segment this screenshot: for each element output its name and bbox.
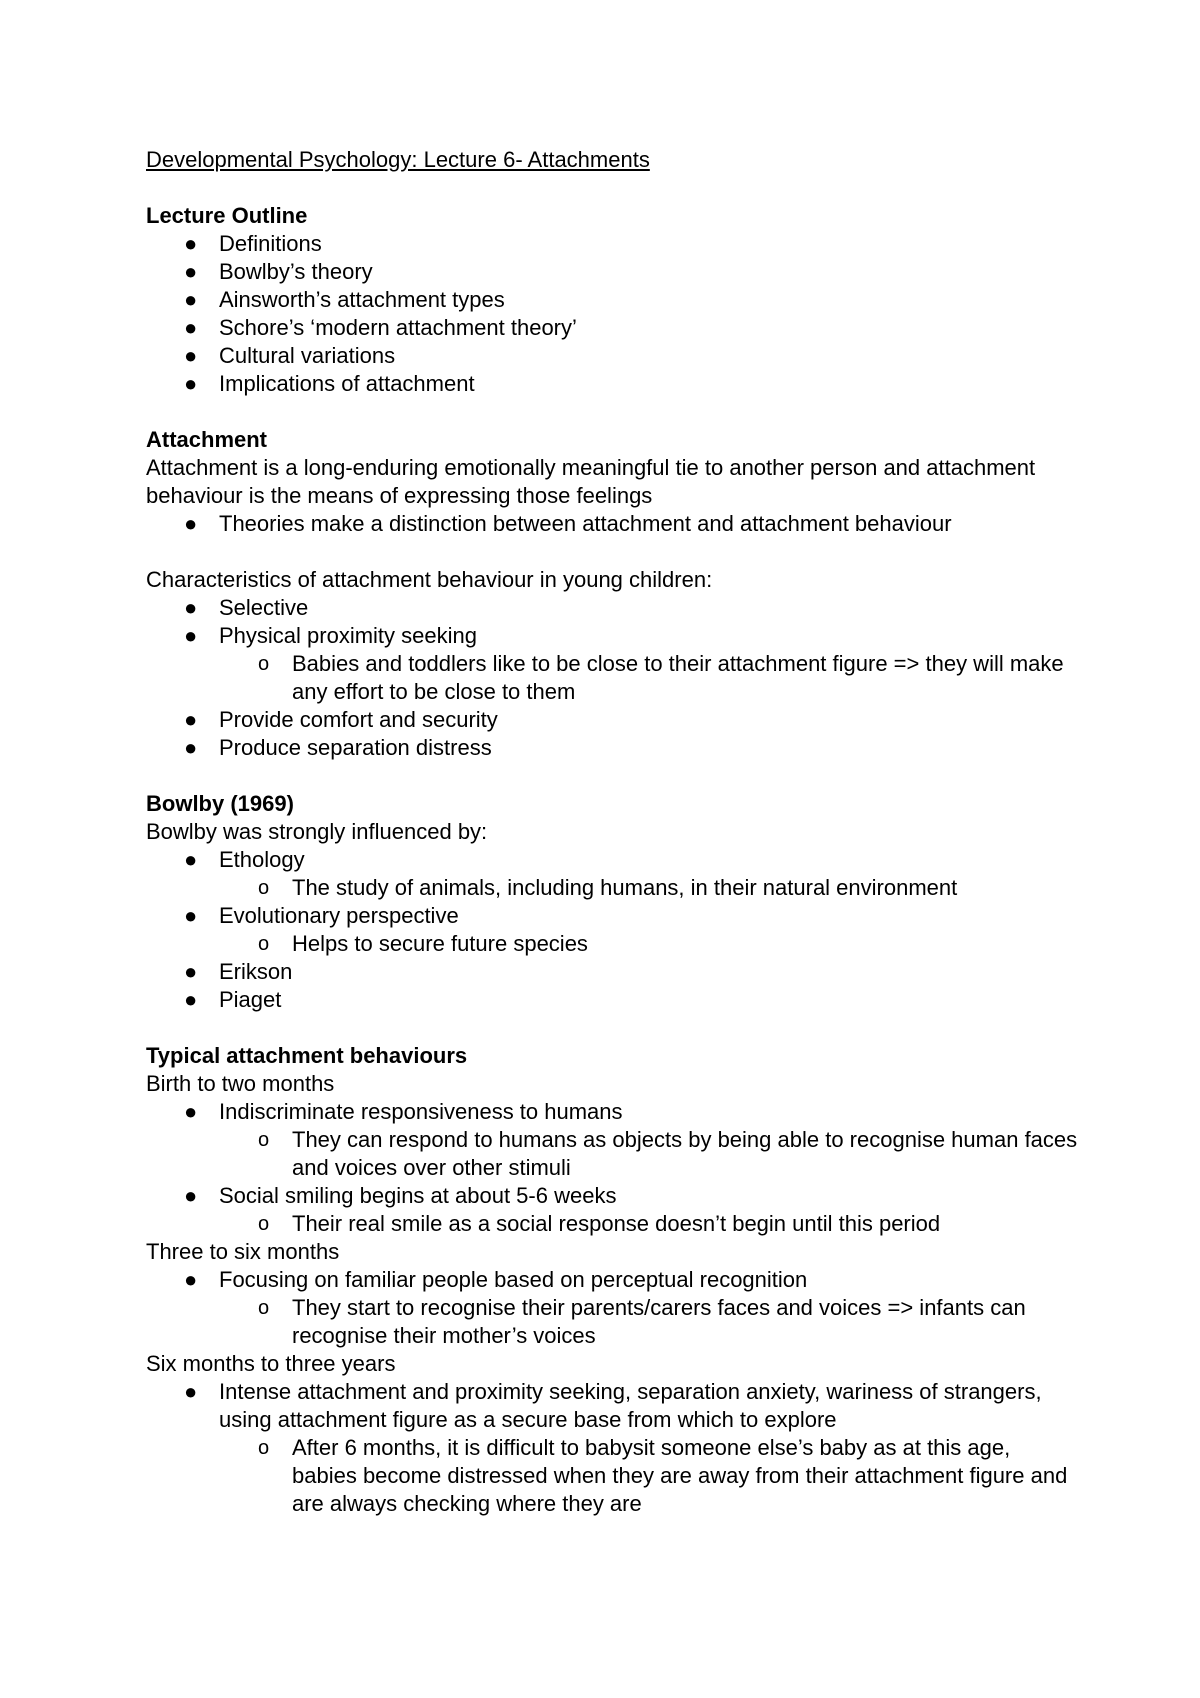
list-item: [146, 706, 1080, 734]
bowlby-section: [146, 790, 1080, 1014]
sub-list-item-text: They start to recognise their parents/carers faces and voices => infants can recognise their mother’s voices: [292, 1295, 1026, 1348]
bowlby-heading: Bowlby (1969): [146, 791, 294, 816]
bullet-icon: ●: [184, 959, 198, 984]
list-item-text: Provide comfort and security: [219, 707, 498, 732]
bullet-icon: ●: [184, 735, 198, 760]
sub-list-item: [219, 1210, 1080, 1238]
sub-list: [219, 930, 1080, 958]
bullet-icon: ●: [184, 623, 198, 648]
bullet-icon: ●: [184, 231, 198, 256]
sub-list-item: [219, 650, 1080, 706]
list-item: [146, 510, 1080, 538]
list-item-text: Ainsworth’s attachment types: [219, 287, 505, 312]
list-item: [146, 846, 1080, 902]
outline-list: [146, 230, 1080, 398]
period-list: [146, 1098, 1080, 1238]
characteristics-intro: Characteristics of attachment behaviour in young children:: [146, 567, 713, 592]
attachment-heading: Attachment: [146, 427, 268, 452]
attachment-section: [146, 426, 1080, 538]
list-item: [146, 286, 1080, 314]
bullet-icon: ●: [184, 707, 198, 732]
list-item-text: Bowlby’s theory: [219, 259, 373, 284]
list-item: [146, 1266, 1080, 1350]
sub-bullet-icon: o: [258, 877, 270, 899]
attachment-definition: Attachment is a long-enduring emotionally meaningful tie to another person and attachment behaviour is the means of expressing those feelings: [146, 455, 1036, 508]
sub-bullet-icon: o: [258, 933, 270, 955]
list-item-text: Schore’s ‘modern attachment theory’: [219, 315, 577, 340]
bullet-icon: ●: [184, 1267, 198, 1292]
list-item-text: Intense attachment and proximity seeking, separation anxiety, wariness of strangers, using attachment figure as a secure base from which to explore: [219, 1379, 1042, 1432]
list-item-text: Piaget: [219, 987, 282, 1012]
bowlby-list: [146, 846, 1080, 1014]
sub-list-item: [219, 1126, 1080, 1182]
bullet-icon: ●: [184, 987, 198, 1012]
list-item: [146, 230, 1080, 258]
sub-list-item-text: They can respond to humans as objects by being able to recognise human faces and voices over other stimuli: [292, 1127, 1078, 1180]
list-item-text: Produce separation distress: [219, 735, 492, 760]
list-item-text: Cultural variations: [219, 343, 396, 368]
bullet-icon: ●: [184, 1099, 198, 1124]
list-item: [146, 342, 1080, 370]
list-item-text: Implications of attachment: [219, 371, 475, 396]
list-item: [146, 314, 1080, 342]
bullet-icon: ●: [184, 259, 198, 284]
list-item: [146, 594, 1080, 622]
list-item: [146, 902, 1080, 958]
period-label: Six months to three years: [146, 1351, 396, 1376]
list-item-text: Evolutionary perspective: [219, 903, 459, 928]
sub-list-item: [219, 1434, 1080, 1518]
list-item: [146, 622, 1080, 706]
document-title: Developmental Psychology: Lecture 6- Attachments: [146, 147, 650, 172]
sub-list-item: [219, 1294, 1080, 1350]
typical-heading: Typical attachment behaviours: [146, 1043, 468, 1068]
list-item-text: Indiscriminate responsiveness to humans: [219, 1099, 623, 1124]
sub-list: [219, 1434, 1080, 1518]
outline-heading: Lecture Outline: [146, 203, 308, 228]
sub-bullet-icon: o: [258, 1213, 270, 1235]
sub-list-item-text: Helps to secure future species: [292, 931, 588, 956]
sub-list: [219, 874, 1080, 902]
list-item: [146, 258, 1080, 286]
attachment-list: [146, 510, 1080, 538]
list-item-text: Social smiling begins at about 5-6 weeks: [219, 1183, 617, 1208]
sub-list-item: [219, 874, 1080, 902]
sub-bullet-icon: o: [258, 1129, 270, 1151]
list-item: [146, 370, 1080, 398]
sub-bullet-icon: o: [258, 1437, 270, 1459]
sub-list-item-text: Babies and toddlers like to be close to their attachment figure => they will make any effort to be close to them: [292, 651, 1064, 704]
list-item-text: Ethology: [219, 847, 305, 872]
bullet-icon: ●: [184, 287, 198, 312]
list-item: [146, 1378, 1080, 1518]
typical-section: [146, 1042, 1080, 1518]
sub-list-item-text: After 6 months, it is difficult to babysit someone else’s baby as at this age, babies become distressed when they are away from their attachment figure and are always checking where they are: [292, 1435, 1068, 1516]
list-item-text: Erikson: [219, 959, 293, 984]
bullet-icon: ●: [184, 1379, 198, 1404]
bullet-icon: ●: [184, 315, 198, 340]
sub-list-item: [219, 930, 1080, 958]
list-item: [146, 734, 1080, 762]
list-item: [146, 986, 1080, 1014]
characteristics-section: [146, 566, 1080, 762]
sub-list: [219, 1210, 1080, 1238]
period-label: Three to six months: [146, 1239, 340, 1264]
list-item-text: Selective: [219, 595, 309, 620]
list-item-text: Physical proximity seeking: [219, 623, 477, 648]
list-item: [146, 1182, 1080, 1238]
bullet-icon: ●: [184, 903, 198, 928]
list-item-text: Focusing on familiar people based on perceptual recognition: [219, 1267, 808, 1292]
sub-list: [219, 650, 1080, 706]
period-label: Birth to two months: [146, 1071, 335, 1096]
sub-list: [219, 1126, 1080, 1182]
period-list: [146, 1378, 1080, 1518]
bullet-icon: ●: [184, 595, 198, 620]
sub-list-item-text: Their real smile as a social response doesn’t begin until this period: [292, 1211, 941, 1236]
bullet-icon: ●: [184, 343, 198, 368]
characteristics-list: [146, 594, 1080, 762]
sub-list: [219, 1294, 1080, 1350]
list-item: [146, 958, 1080, 986]
bowlby-intro: Bowlby was strongly influenced by:: [146, 819, 488, 844]
sub-bullet-icon: o: [258, 1297, 270, 1319]
bullet-icon: ●: [184, 511, 198, 536]
list-item-text: Theories make a distinction between attachment and attachment behaviour: [219, 511, 952, 536]
bullet-icon: ●: [184, 371, 198, 396]
period-list: [146, 1266, 1080, 1350]
list-item: [146, 1098, 1080, 1182]
list-item-text: Definitions: [219, 231, 322, 256]
outline-section: [146, 202, 1080, 398]
bullet-icon: ●: [184, 1183, 198, 1208]
sub-bullet-icon: o: [258, 653, 270, 675]
sub-list-item-text: The study of animals, including humans, in their natural environment: [292, 875, 958, 900]
bullet-icon: ●: [184, 847, 198, 872]
